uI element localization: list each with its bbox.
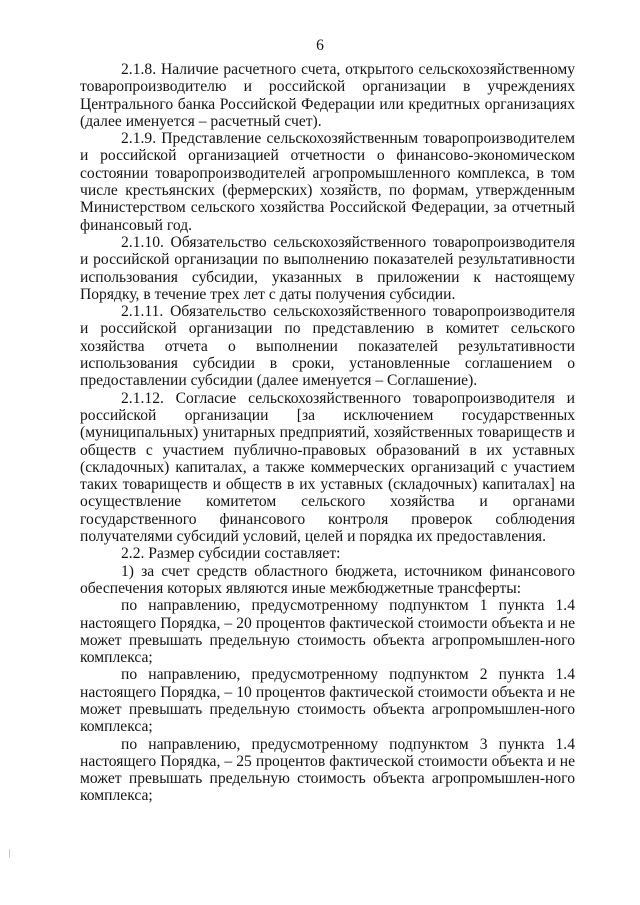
- paragraph-2-1-10: 2.1.10. Обязательство сельскохозяйственного товаропроизводителя и российской организации по выполнению показателей результативности использования субсидии, указанных в приложении к настоящему Порядку, в течение трех лет с даты получения субсидии.: [80, 233, 575, 303]
- paragraph-2-2-item-1: 1) за счет средств областного бюджета, источником финансового обеспечения которых являются иные межбюджетные трансферты:: [80, 562, 575, 597]
- scan-artifact: [9, 849, 10, 858]
- paragraph-2-1-12: 2.1.12. Согласие сельскохозяйственного товаропроизводителя и российской организации [за исключением государственных (муниципальных) унитарных предприятий, хозяйственных товариществ и обществ с участием публично-правовых образований в их уставных (складочных) капиталах, а также коммерческих организаций с участием таких товариществ и обществ в их уставных (складочных) капиталах] на осуществление комитетом сельского хозяйства и органами государственного финансового контроля проверок соблюдения получателями субсидий условий, целей и порядка их предоставления.: [80, 389, 575, 546]
- paragraph-2-1-8: 2.1.8. Наличие расчетного счета, открытого сельскохозяйственному товаропроизводителю и российской организации в учреждениях Центрального банка Российской Федерации или кредитных организациях (далее именуется – расчетный счет).: [80, 61, 575, 130]
- paragraph-2-1-11: 2.1.11. Обязательство сельскохозяйственного товаропроизводителя и российской организации по представлению в комитет сельского хозяйства отчета о выполнении показателей результативности использования субсидии в сроки, установленные соглашением о предоставлении субсидии (далее именуется – Соглашение).: [80, 303, 575, 390]
- paragraph-direction-2: по направлению, предусмотренному подпунктом 2 пункта 1.4 настоящего Порядка, – 10 процентов фактической стоимости объекта и не может превышать предельную стоимость объекта агропромышлен-ного комплекса;: [80, 666, 575, 736]
- paragraph-2-1-9: 2.1.9. Представление сельскохозяйственным товаропроизводителем и российской организацией отчетности о финансово-экономическом состоянии товаропроизводителей агропромышленного комплекса, в том числе крестьянских (фермерских) хозяйств, по формам, утвержденным Министерством сельского хозяйства Российской Федерации, за отчетный финансовый год.: [80, 130, 575, 234]
- document-body: [80, 61, 575, 805]
- page-number: 6: [316, 37, 324, 54]
- paragraph-direction-1: по направлению, предусмотренному подпунктом 1 пункта 1.4 настоящего Порядка, – 20 процентов фактической стоимости объекта и не может превышать предельную стоимость объекта агропромышлен-ного комплекса;: [80, 597, 575, 667]
- paragraph-2-2: 2.2. Размер субсидии составляет:: [121, 545, 341, 563]
- paragraph-direction-3: по направлению, предусмотренному подпунктом 3 пункта 1.4 настоящего Порядка, – 25 процентов фактической стоимости объекта и не может превышать предельную стоимость объекта агропромышлен-ного комплекса;: [80, 735, 575, 805]
